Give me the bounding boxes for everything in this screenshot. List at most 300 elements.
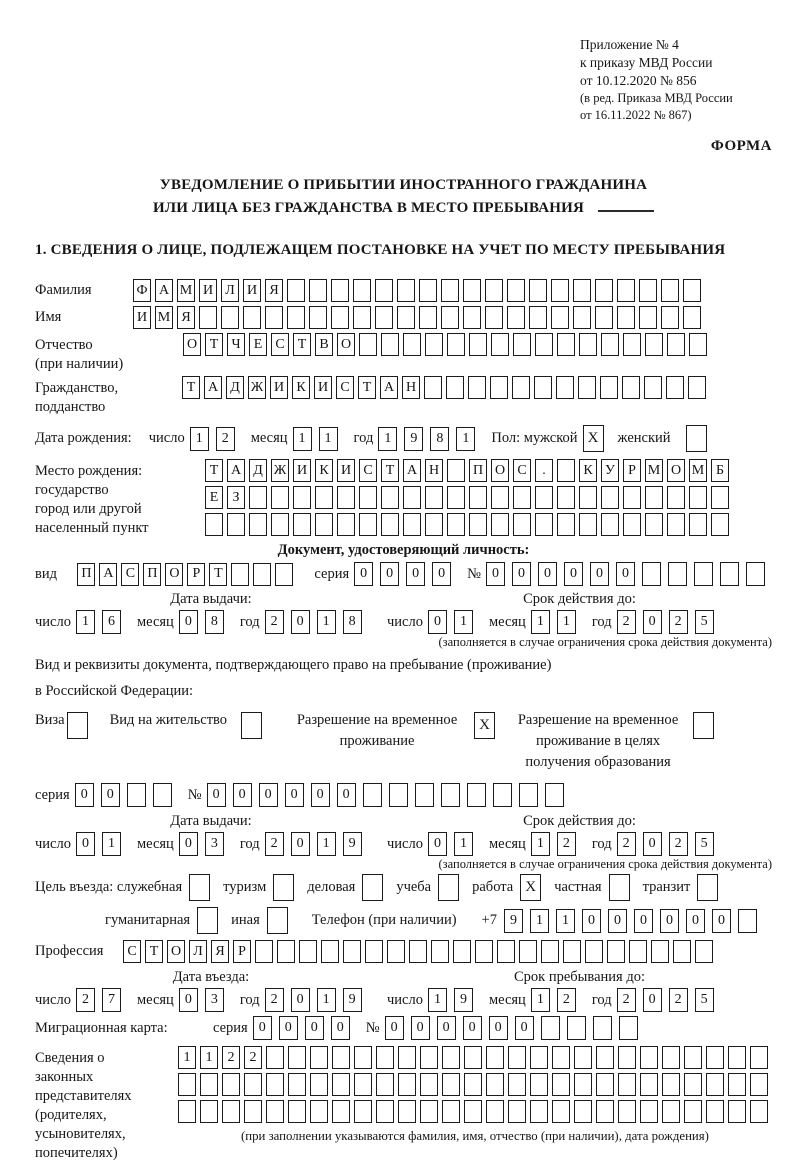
- char-box[interactable]: 1: [293, 427, 312, 451]
- char-box[interactable]: 1: [530, 909, 549, 933]
- char-box[interactable]: [662, 1046, 680, 1069]
- char-box[interactable]: [622, 376, 640, 399]
- purpose-other-checkbox[interactable]: [267, 907, 288, 934]
- char-box[interactable]: 1: [454, 610, 473, 634]
- char-box[interactable]: 2: [222, 1046, 240, 1069]
- char-box[interactable]: [271, 513, 289, 536]
- purpose-business-checkbox[interactable]: [362, 874, 383, 901]
- char-box[interactable]: [376, 1073, 394, 1096]
- char-box[interactable]: [601, 513, 619, 536]
- char-box[interactable]: [485, 306, 503, 329]
- char-box[interactable]: Р: [187, 563, 205, 586]
- char-box[interactable]: [574, 1046, 592, 1069]
- char-box[interactable]: [508, 1100, 526, 1123]
- char-box[interactable]: [579, 333, 597, 356]
- char-box[interactable]: [376, 1100, 394, 1123]
- char-box[interactable]: [315, 486, 333, 509]
- char-box[interactable]: П: [143, 563, 161, 586]
- char-box[interactable]: [277, 940, 295, 963]
- char-box[interactable]: [728, 1046, 746, 1069]
- char-box[interactable]: 0: [337, 783, 356, 807]
- char-box[interactable]: [288, 1073, 306, 1096]
- char-box[interactable]: [513, 486, 531, 509]
- char-box[interactable]: 2: [617, 832, 636, 856]
- char-box[interactable]: А: [380, 376, 398, 399]
- char-box[interactable]: 1: [319, 427, 338, 451]
- char-box[interactable]: [574, 1073, 592, 1096]
- char-box[interactable]: [668, 562, 687, 586]
- char-box[interactable]: [332, 1100, 350, 1123]
- char-box[interactable]: [425, 333, 443, 356]
- char-box[interactable]: [666, 376, 684, 399]
- char-box[interactable]: [552, 1100, 570, 1123]
- char-box[interactable]: [354, 1100, 372, 1123]
- purpose-transit-checkbox[interactable]: [697, 874, 718, 901]
- char-box[interactable]: [519, 940, 537, 963]
- char-box[interactable]: [293, 486, 311, 509]
- char-box[interactable]: [332, 1046, 350, 1069]
- char-box[interactable]: [557, 459, 575, 482]
- char-box[interactable]: [750, 1046, 768, 1069]
- char-box[interactable]: [255, 940, 273, 963]
- char-box[interactable]: 9: [343, 832, 362, 856]
- char-box[interactable]: П: [469, 459, 487, 482]
- char-box[interactable]: 0: [291, 988, 310, 1012]
- char-box[interactable]: [579, 486, 597, 509]
- char-box[interactable]: [507, 279, 525, 302]
- char-box[interactable]: 3: [205, 988, 224, 1012]
- char-box[interactable]: 0: [305, 1016, 324, 1040]
- char-box[interactable]: [266, 1100, 284, 1123]
- char-box[interactable]: [596, 1046, 614, 1069]
- char-box[interactable]: [244, 1073, 262, 1096]
- char-box[interactable]: [321, 940, 339, 963]
- char-box[interactable]: [512, 376, 530, 399]
- char-box[interactable]: [442, 1073, 460, 1096]
- char-box[interactable]: [750, 1100, 768, 1123]
- char-box[interactable]: [640, 1046, 658, 1069]
- char-box[interactable]: [629, 940, 647, 963]
- char-box[interactable]: 0: [411, 1016, 430, 1040]
- char-box[interactable]: [513, 513, 531, 536]
- char-box[interactable]: [728, 1100, 746, 1123]
- char-box[interactable]: [398, 1100, 416, 1123]
- char-box[interactable]: [415, 783, 434, 807]
- char-box[interactable]: 0: [179, 988, 198, 1012]
- char-box[interactable]: [376, 1046, 394, 1069]
- char-box[interactable]: [419, 306, 437, 329]
- char-box[interactable]: [359, 513, 377, 536]
- char-box[interactable]: [519, 783, 538, 807]
- char-box[interactable]: [381, 333, 399, 356]
- char-box[interactable]: [486, 1073, 504, 1096]
- char-box[interactable]: [266, 1073, 284, 1096]
- char-box[interactable]: [684, 1073, 702, 1096]
- char-box[interactable]: И: [199, 279, 217, 302]
- char-box[interactable]: [607, 940, 625, 963]
- char-box[interactable]: .: [535, 459, 553, 482]
- char-box[interactable]: [662, 1073, 680, 1096]
- char-box[interactable]: [667, 513, 685, 536]
- char-box[interactable]: [507, 306, 525, 329]
- char-box[interactable]: [309, 279, 327, 302]
- char-box[interactable]: 0: [259, 783, 278, 807]
- char-box[interactable]: 0: [582, 909, 601, 933]
- char-box[interactable]: [711, 486, 729, 509]
- char-box[interactable]: [706, 1046, 724, 1069]
- char-box[interactable]: 3: [205, 832, 224, 856]
- char-box[interactable]: [639, 306, 657, 329]
- char-box[interactable]: 2: [265, 832, 284, 856]
- char-box[interactable]: 0: [512, 562, 531, 586]
- char-box[interactable]: 9: [454, 988, 473, 1012]
- char-box[interactable]: 1: [456, 427, 475, 451]
- char-box[interactable]: 0: [253, 1016, 272, 1040]
- char-box[interactable]: [354, 1046, 372, 1069]
- char-box[interactable]: [596, 1100, 614, 1123]
- char-box[interactable]: [441, 783, 460, 807]
- char-box[interactable]: Т: [209, 563, 227, 586]
- char-box[interactable]: 5: [695, 832, 714, 856]
- char-box[interactable]: 0: [643, 988, 662, 1012]
- char-box[interactable]: 0: [616, 562, 635, 586]
- char-box[interactable]: 2: [669, 610, 688, 634]
- char-box[interactable]: [475, 940, 493, 963]
- char-box[interactable]: [425, 513, 443, 536]
- char-box[interactable]: [728, 1073, 746, 1096]
- char-box[interactable]: 0: [75, 783, 94, 807]
- purpose-service-checkbox[interactable]: [189, 874, 210, 901]
- char-box[interactable]: С: [336, 376, 354, 399]
- char-box[interactable]: [381, 486, 399, 509]
- char-box[interactable]: 1: [102, 832, 121, 856]
- char-box[interactable]: [567, 1016, 586, 1040]
- char-box[interactable]: [688, 376, 706, 399]
- char-box[interactable]: [640, 1100, 658, 1123]
- char-box[interactable]: [200, 1100, 218, 1123]
- char-box[interactable]: О: [165, 563, 183, 586]
- char-box[interactable]: 0: [428, 610, 447, 634]
- char-box[interactable]: Д: [249, 459, 267, 482]
- char-box[interactable]: 8: [205, 610, 224, 634]
- char-box[interactable]: [534, 376, 552, 399]
- char-box[interactable]: [403, 486, 421, 509]
- char-box[interactable]: [420, 1046, 438, 1069]
- char-box[interactable]: [683, 279, 701, 302]
- char-box[interactable]: [424, 376, 442, 399]
- char-box[interactable]: 9: [343, 988, 362, 1012]
- char-box[interactable]: [244, 1100, 262, 1123]
- char-box[interactable]: [689, 513, 707, 536]
- char-box[interactable]: [287, 306, 305, 329]
- char-box[interactable]: [389, 783, 408, 807]
- char-box[interactable]: [490, 376, 508, 399]
- char-box[interactable]: [651, 940, 669, 963]
- char-box[interactable]: 0: [538, 562, 557, 586]
- char-box[interactable]: 1: [454, 832, 473, 856]
- char-box[interactable]: [541, 1016, 560, 1040]
- char-box[interactable]: [398, 1046, 416, 1069]
- temp-permit-edu-checkbox[interactable]: [693, 712, 714, 739]
- char-box[interactable]: А: [403, 459, 421, 482]
- char-box[interactable]: 2: [76, 988, 95, 1012]
- char-box[interactable]: [711, 513, 729, 536]
- purpose-humanitarian-checkbox[interactable]: [197, 907, 218, 934]
- char-box[interactable]: [596, 1073, 614, 1096]
- char-box[interactable]: Е: [205, 486, 223, 509]
- char-box[interactable]: 0: [643, 610, 662, 634]
- char-box[interactable]: А: [155, 279, 173, 302]
- sex-female-checkbox[interactable]: [686, 425, 707, 452]
- char-box[interactable]: [441, 279, 459, 302]
- char-box[interactable]: 0: [406, 562, 425, 586]
- char-box[interactable]: 1: [317, 610, 336, 634]
- char-box[interactable]: 2: [265, 988, 284, 1012]
- char-box[interactable]: [661, 279, 679, 302]
- char-box[interactable]: М: [689, 459, 707, 482]
- blank-underline[interactable]: [598, 196, 654, 212]
- char-box[interactable]: 2: [617, 610, 636, 634]
- char-box[interactable]: Е: [249, 333, 267, 356]
- char-box[interactable]: 0: [432, 562, 451, 586]
- char-box[interactable]: [287, 279, 305, 302]
- char-box[interactable]: С: [123, 940, 141, 963]
- char-box[interactable]: [463, 279, 481, 302]
- char-box[interactable]: Д: [226, 376, 244, 399]
- char-box[interactable]: [618, 1073, 636, 1096]
- char-box[interactable]: [491, 486, 509, 509]
- char-box[interactable]: [593, 1016, 612, 1040]
- char-box[interactable]: 0: [233, 783, 252, 807]
- char-box[interactable]: М: [645, 459, 663, 482]
- char-box[interactable]: 0: [179, 610, 198, 634]
- char-box[interactable]: Т: [293, 333, 311, 356]
- char-box[interactable]: [337, 486, 355, 509]
- char-box[interactable]: Я: [177, 306, 195, 329]
- char-box[interactable]: [689, 486, 707, 509]
- visa-checkbox[interactable]: [67, 712, 88, 739]
- char-box[interactable]: [486, 1046, 504, 1069]
- char-box[interactable]: [684, 1100, 702, 1123]
- char-box[interactable]: [642, 562, 661, 586]
- char-box[interactable]: [447, 459, 465, 482]
- char-box[interactable]: К: [579, 459, 597, 482]
- char-box[interactable]: И: [133, 306, 151, 329]
- char-box[interactable]: [552, 1073, 570, 1096]
- char-box[interactable]: Л: [221, 279, 239, 302]
- char-box[interactable]: [309, 306, 327, 329]
- char-box[interactable]: 1: [378, 427, 397, 451]
- char-box[interactable]: А: [99, 563, 117, 586]
- char-box[interactable]: 2: [216, 427, 235, 451]
- char-box[interactable]: [359, 333, 377, 356]
- char-box[interactable]: 0: [291, 610, 310, 634]
- purpose-private-checkbox[interactable]: [609, 874, 630, 901]
- char-box[interactable]: [557, 513, 575, 536]
- char-box[interactable]: [397, 306, 415, 329]
- char-box[interactable]: [556, 376, 574, 399]
- residence-permit-checkbox[interactable]: [241, 712, 262, 739]
- char-box[interactable]: 9: [504, 909, 523, 933]
- char-box[interactable]: [469, 486, 487, 509]
- char-box[interactable]: Ч: [227, 333, 245, 356]
- char-box[interactable]: 1: [317, 988, 336, 1012]
- char-box[interactable]: Т: [205, 333, 223, 356]
- char-box[interactable]: [200, 1073, 218, 1096]
- char-box[interactable]: [530, 1046, 548, 1069]
- char-box[interactable]: 0: [564, 562, 583, 586]
- char-box[interactable]: [485, 279, 503, 302]
- char-box[interactable]: [310, 1046, 328, 1069]
- char-box[interactable]: [271, 486, 289, 509]
- char-box[interactable]: [127, 783, 146, 807]
- char-box[interactable]: [205, 513, 223, 536]
- char-box[interactable]: [353, 279, 371, 302]
- char-box[interactable]: 2: [669, 832, 688, 856]
- char-box[interactable]: Ф: [133, 279, 151, 302]
- char-box[interactable]: [617, 279, 635, 302]
- char-box[interactable]: С: [271, 333, 289, 356]
- char-box[interactable]: [403, 333, 421, 356]
- char-box[interactable]: [288, 1100, 306, 1123]
- char-box[interactable]: В: [315, 333, 333, 356]
- char-box[interactable]: [529, 279, 547, 302]
- char-box[interactable]: Н: [402, 376, 420, 399]
- char-box[interactable]: [573, 306, 591, 329]
- char-box[interactable]: 0: [437, 1016, 456, 1040]
- char-box[interactable]: 0: [489, 1016, 508, 1040]
- char-box[interactable]: [618, 1100, 636, 1123]
- char-box[interactable]: [673, 940, 691, 963]
- char-box[interactable]: [535, 486, 553, 509]
- char-box[interactable]: [486, 1100, 504, 1123]
- char-box[interactable]: 1: [531, 610, 550, 634]
- char-box[interactable]: [618, 1046, 636, 1069]
- char-box[interactable]: [275, 563, 293, 586]
- char-box[interactable]: [491, 513, 509, 536]
- char-box[interactable]: [447, 333, 465, 356]
- purpose-tourism-checkbox[interactable]: [273, 874, 294, 901]
- char-box[interactable]: 0: [608, 909, 627, 933]
- char-box[interactable]: 7: [102, 988, 121, 1012]
- char-box[interactable]: 8: [343, 610, 362, 634]
- char-box[interactable]: [623, 513, 641, 536]
- char-box[interactable]: [266, 1046, 284, 1069]
- char-box[interactable]: [331, 279, 349, 302]
- char-box[interactable]: [359, 486, 377, 509]
- char-box[interactable]: [363, 783, 382, 807]
- char-box[interactable]: [178, 1073, 196, 1096]
- char-box[interactable]: О: [183, 333, 201, 356]
- char-box[interactable]: [299, 940, 317, 963]
- char-box[interactable]: [446, 376, 464, 399]
- char-box[interactable]: [600, 376, 618, 399]
- char-box[interactable]: К: [315, 459, 333, 482]
- char-box[interactable]: Ж: [271, 459, 289, 482]
- purpose-work-checkbox[interactable]: X: [520, 874, 541, 901]
- char-box[interactable]: [469, 333, 487, 356]
- char-box[interactable]: 0: [279, 1016, 298, 1040]
- char-box[interactable]: О: [167, 940, 185, 963]
- char-box[interactable]: [288, 1046, 306, 1069]
- char-box[interactable]: 1: [178, 1046, 196, 1069]
- char-box[interactable]: 1: [428, 988, 447, 1012]
- char-box[interactable]: [354, 1073, 372, 1096]
- char-box[interactable]: 0: [634, 909, 653, 933]
- char-box[interactable]: [684, 1046, 702, 1069]
- char-box[interactable]: 5: [695, 610, 714, 634]
- char-box[interactable]: З: [227, 486, 245, 509]
- char-box[interactable]: 0: [207, 783, 226, 807]
- char-box[interactable]: А: [227, 459, 245, 482]
- char-box[interactable]: [529, 306, 547, 329]
- char-box[interactable]: Р: [623, 459, 641, 482]
- char-box[interactable]: И: [243, 279, 261, 302]
- char-box[interactable]: [431, 940, 449, 963]
- char-box[interactable]: [535, 333, 553, 356]
- char-box[interactable]: 0: [179, 832, 198, 856]
- char-box[interactable]: Р: [233, 940, 251, 963]
- char-box[interactable]: [619, 1016, 638, 1040]
- char-box[interactable]: [645, 513, 663, 536]
- char-box[interactable]: 1: [557, 610, 576, 634]
- char-box[interactable]: [397, 279, 415, 302]
- char-box[interactable]: [442, 1100, 460, 1123]
- char-box[interactable]: [585, 940, 603, 963]
- char-box[interactable]: [695, 940, 713, 963]
- char-box[interactable]: [381, 513, 399, 536]
- char-box[interactable]: [442, 1046, 460, 1069]
- char-box[interactable]: С: [513, 459, 531, 482]
- char-box[interactable]: [265, 306, 283, 329]
- char-box[interactable]: [557, 486, 575, 509]
- char-box[interactable]: [706, 1073, 724, 1096]
- char-box[interactable]: [469, 513, 487, 536]
- char-box[interactable]: [463, 306, 481, 329]
- char-box[interactable]: 2: [617, 988, 636, 1012]
- char-box[interactable]: [667, 486, 685, 509]
- char-box[interactable]: [578, 376, 596, 399]
- char-box[interactable]: [552, 1046, 570, 1069]
- char-box[interactable]: [617, 306, 635, 329]
- char-box[interactable]: [331, 306, 349, 329]
- char-box[interactable]: [639, 279, 657, 302]
- char-box[interactable]: [545, 783, 564, 807]
- char-box[interactable]: [541, 940, 559, 963]
- char-box[interactable]: [595, 279, 613, 302]
- char-box[interactable]: 1: [556, 909, 575, 933]
- char-box[interactable]: Т: [182, 376, 200, 399]
- sex-male-checkbox[interactable]: X: [583, 425, 604, 452]
- char-box[interactable]: [468, 376, 486, 399]
- char-box[interactable]: [419, 279, 437, 302]
- char-box[interactable]: [746, 562, 765, 586]
- char-box[interactable]: [310, 1100, 328, 1123]
- temp-permit-checkbox[interactable]: X: [474, 712, 495, 739]
- char-box[interactable]: 2: [244, 1046, 262, 1069]
- char-box[interactable]: [343, 940, 361, 963]
- char-box[interactable]: [310, 1073, 328, 1096]
- char-box[interactable]: 0: [101, 783, 120, 807]
- char-box[interactable]: И: [337, 459, 355, 482]
- char-box[interactable]: 6: [102, 610, 121, 634]
- char-box[interactable]: [222, 1073, 240, 1096]
- char-box[interactable]: К: [292, 376, 310, 399]
- char-box[interactable]: [332, 1073, 350, 1096]
- char-box[interactable]: 0: [515, 1016, 534, 1040]
- char-box[interactable]: 2: [669, 988, 688, 1012]
- char-box[interactable]: [199, 306, 217, 329]
